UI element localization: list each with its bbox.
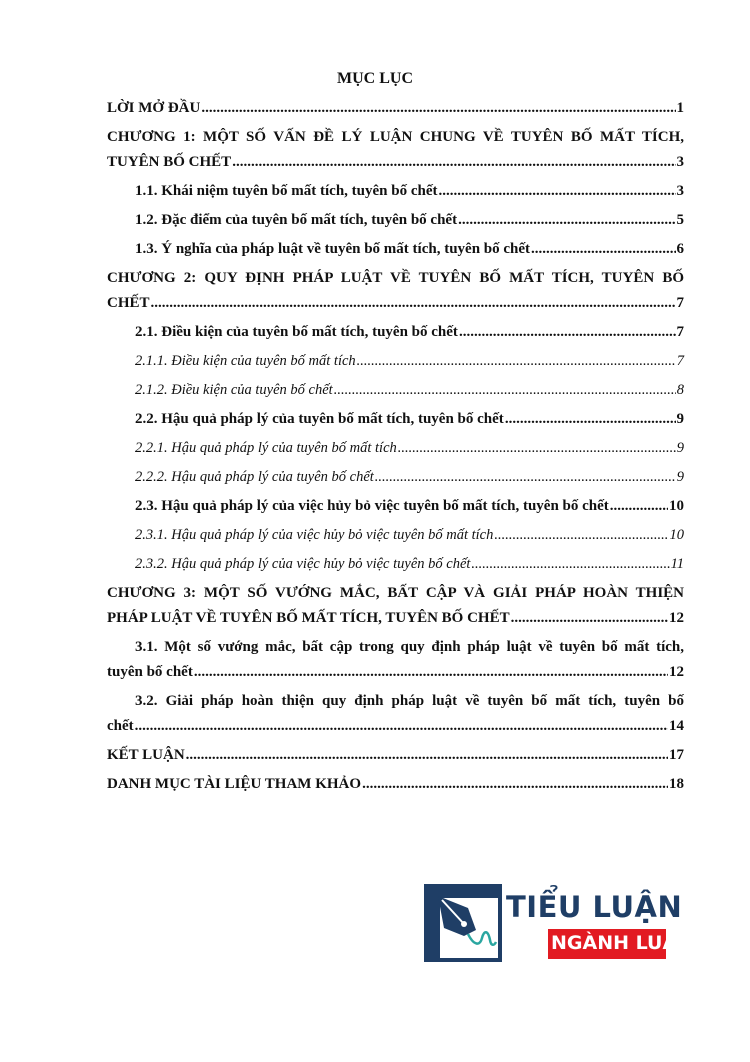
toc-entry-page: 12 bbox=[669, 664, 684, 680]
toc-entry-text: PHÁP LUẬT VỀ TUYÊN BỐ MẤT TÍCH, TUYÊN BỐ CHẾT bbox=[107, 610, 510, 626]
toc-entry-page: 18 bbox=[669, 776, 684, 792]
toc-entry-text: TUYÊN BỐ CHẾT bbox=[107, 154, 232, 170]
toc-entry-page: 9 bbox=[676, 411, 684, 427]
toc-entry-text-line1: CHƯƠNG 1: MỘT SỐ VẤN ĐỀ LÝ LUẬN CHUNG VỀ TUYÊN BỐ MẤT TÍCH, bbox=[107, 129, 684, 145]
toc-entry-references[interactable] bbox=[107, 772, 684, 797]
toc-entry-text: 2.3. Hậu quả pháp lý của việc hủy bỏ việc tuyên bố mất tích, tuyên bố chết bbox=[135, 498, 609, 514]
dot-leader bbox=[459, 320, 676, 345]
toc-entry-text: 2.2. Hậu quả pháp lý của tuyên bố mất tích, tuyên bố chết bbox=[135, 411, 504, 427]
toc-entry-text: chết bbox=[107, 718, 134, 734]
toc-entry-page: 14 bbox=[669, 718, 684, 734]
toc-entry-text: 2.3.1. Hậu quả pháp lý của việc hủy bỏ việc tuyên bố mất tích bbox=[135, 527, 494, 543]
dot-leader bbox=[531, 237, 675, 262]
toc-entry-text-line1: 3.2. Giải pháp hoàn thiện quy định pháp luật về tuyên bố mất tích, tuyên bố bbox=[135, 693, 684, 709]
toc-entry-2-2-1[interactable] bbox=[107, 436, 684, 461]
toc-entry-text: 2.1. Điều kiện của tuyên bố mất tích, tuyên bố chết bbox=[135, 324, 458, 340]
toc-entry-3-2[interactable] bbox=[107, 689, 684, 739]
dot-leader bbox=[511, 606, 668, 631]
toc-entry-1-3[interactable] bbox=[107, 237, 684, 262]
dot-leader bbox=[362, 772, 668, 797]
toc-entry-2-3[interactable] bbox=[107, 494, 684, 519]
toc-entry-2-2-2[interactable] bbox=[107, 465, 684, 490]
toc-entry-text: DANH MỤC TÀI LIỆU THAM KHẢO bbox=[107, 776, 362, 792]
dot-leader bbox=[135, 714, 668, 739]
toc-entry-1-2[interactable] bbox=[107, 208, 684, 233]
dot-leader bbox=[471, 552, 669, 577]
dot-leader bbox=[439, 179, 676, 204]
toc-entry-2-1-2[interactable] bbox=[107, 378, 684, 403]
toc-entry-2-1[interactable] bbox=[107, 320, 684, 345]
toc-entry-introduction[interactable] bbox=[107, 96, 684, 121]
toc-entry-conclusion[interactable] bbox=[107, 743, 684, 768]
logo-text-line1: TIỂU LUẬN bbox=[506, 890, 683, 924]
toc-entry-1-1[interactable] bbox=[107, 179, 684, 204]
toc-entry-text-line1: CHƯƠNG 2: QUY ĐỊNH PHÁP LUẬT VỀ TUYÊN BỐ MẤT TÍCH, TUYÊN BỐ bbox=[107, 270, 684, 286]
toc-entry-page: 1 bbox=[676, 100, 684, 116]
toc-entry-page: 7 bbox=[676, 324, 684, 340]
toc-entry-text: 2.1.1. Điều kiện của tuyên bố mất tích bbox=[135, 353, 356, 369]
toc-entry-text: 1.2. Đặc điểm của tuyên bố mất tích, tuyên bố chết bbox=[135, 212, 458, 228]
toc-entry-page: 3 bbox=[676, 183, 684, 199]
dot-leader bbox=[375, 465, 676, 490]
toc-entry-text: 2.1.2. Điều kiện của tuyên bố chết bbox=[135, 382, 333, 398]
toc-entry-text: 2.2.1. Hậu quả pháp lý của tuyên bố mất tích bbox=[135, 440, 397, 456]
dot-leader bbox=[186, 743, 668, 768]
toc-entry-page: 9 bbox=[676, 469, 684, 485]
toc-entry-page: 10 bbox=[669, 527, 684, 543]
toc-entry-page: 11 bbox=[670, 556, 684, 572]
brand-logo bbox=[424, 884, 691, 964]
dot-leader bbox=[494, 523, 668, 548]
toc-entry-page: 7 bbox=[676, 353, 684, 369]
toc-entry-2-2[interactable] bbox=[107, 407, 684, 432]
toc-entry-page: 3 bbox=[676, 154, 684, 170]
dot-leader bbox=[232, 150, 675, 175]
toc-entry-page: 17 bbox=[669, 747, 684, 763]
toc-entry-2-3-2[interactable] bbox=[107, 552, 684, 577]
toc-entry-text: 2.3.2. Hậu quả pháp lý của việc hủy bỏ việc tuyên bố chết bbox=[135, 556, 471, 572]
table-of-contents bbox=[107, 96, 684, 801]
toc-entry-2-1-1[interactable] bbox=[107, 349, 684, 374]
toc-entry-page: 5 bbox=[676, 212, 684, 228]
logo-text-line2: NGÀNH LUẬT bbox=[551, 932, 691, 954]
dot-leader bbox=[151, 291, 676, 316]
toc-entry-3-1[interactable] bbox=[107, 635, 684, 685]
dot-leader bbox=[357, 349, 676, 374]
toc-entry-chapter-3[interactable] bbox=[107, 581, 684, 631]
toc-entry-text: 2.2.2. Hậu quả pháp lý của tuyên bố chết bbox=[135, 469, 374, 485]
toc-entry-2-3-1[interactable] bbox=[107, 523, 684, 548]
toc-entry-chapter-1[interactable] bbox=[107, 125, 684, 175]
dot-leader bbox=[398, 436, 676, 461]
pen-nib-icon bbox=[424, 884, 502, 962]
dot-leader bbox=[610, 494, 668, 519]
toc-entry-text: 1.3. Ý nghĩa của pháp luật về tuyên bố mất tích, tuyên bố chết bbox=[135, 241, 531, 257]
toc-entry-text-line1: CHƯƠNG 3: MỘT SỐ VƯỚNG MẮC, BẤT CẬP VÀ GIẢI PHÁP HOÀN THIỆN bbox=[107, 585, 684, 601]
toc-entry-chapter-2[interactable] bbox=[107, 266, 684, 316]
toc-entry-text: 1.1. Khái niệm tuyên bố mất tích, tuyên bố chết bbox=[135, 183, 438, 199]
toc-entry-page: 7 bbox=[676, 295, 684, 311]
toc-entry-page: 9 bbox=[676, 440, 684, 456]
toc-entry-page: 8 bbox=[676, 382, 684, 398]
toc-entry-text: KẾT LUẬN bbox=[107, 747, 185, 763]
dot-leader bbox=[505, 407, 676, 432]
toc-entry-page: 10 bbox=[669, 498, 684, 514]
toc-entry-text-line1: 3.1. Một số vướng mắc, bất cập trong quy định pháp luật về tuyên bố mất tích, bbox=[135, 639, 684, 655]
dot-leader bbox=[458, 208, 675, 233]
dot-leader bbox=[194, 660, 668, 685]
toc-entry-text: CHẾT bbox=[107, 295, 150, 311]
dot-leader bbox=[201, 96, 675, 121]
toc-entry-text: LỜI MỞ ĐẦU bbox=[107, 100, 201, 116]
toc-entry-page: 6 bbox=[676, 241, 684, 257]
toc-title: MỤC LỤC bbox=[337, 70, 413, 87]
toc-entry-page: 12 bbox=[669, 610, 684, 626]
dot-leader bbox=[334, 378, 676, 403]
toc-entry-text: tuyên bố chết bbox=[107, 664, 193, 680]
